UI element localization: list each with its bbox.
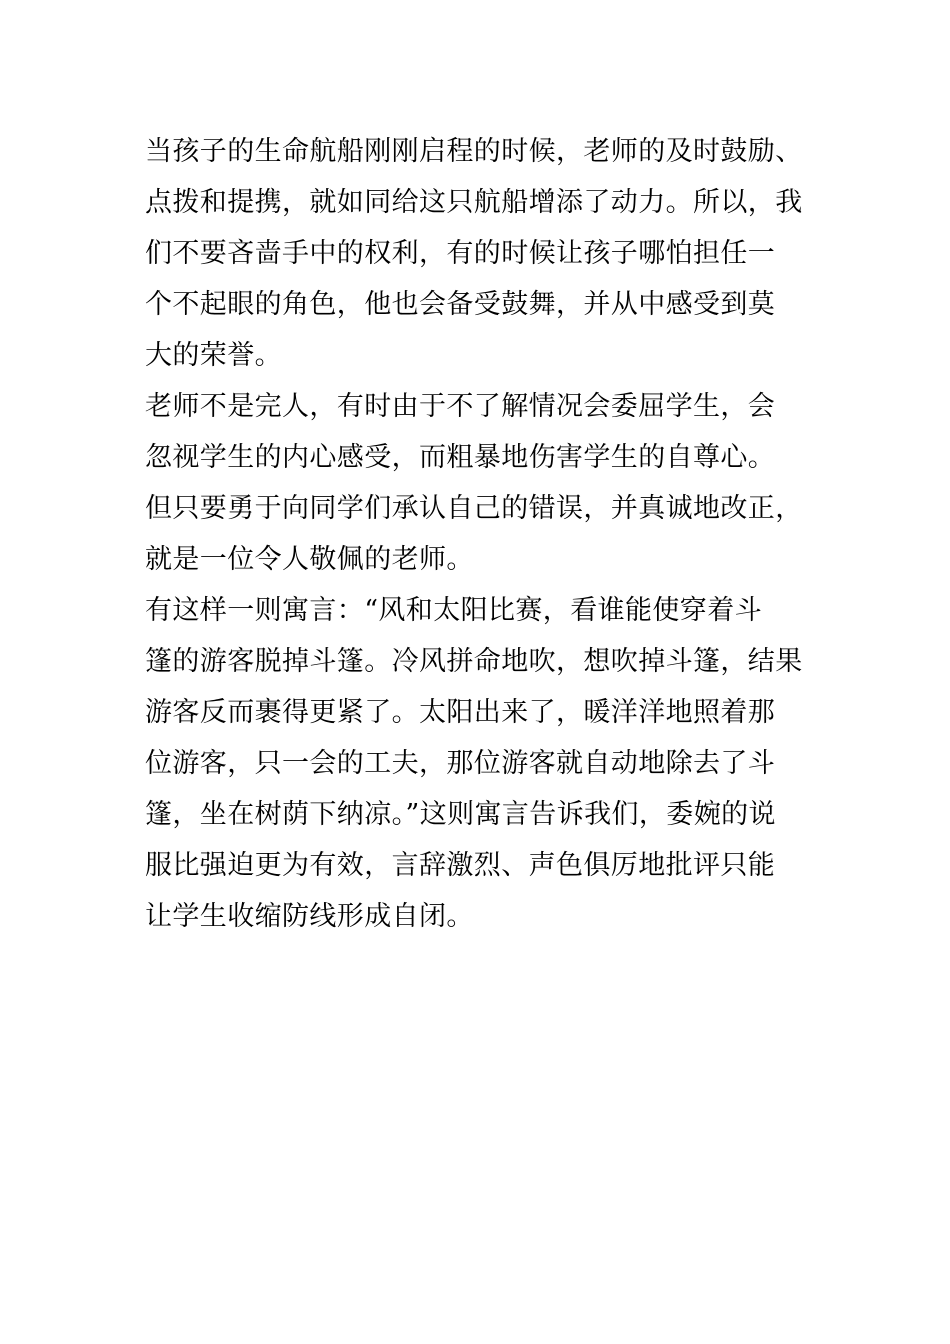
paragraph-2 — [145, 381, 835, 585]
paragraph-line: 篷，坐在树荫下纳凉。”这则寓言告诉我们，委婉的说 — [145, 799, 776, 830]
paragraph-3 — [145, 585, 835, 942]
paragraph-line: 老师不是完人，有时由于不了解情况会委屈学生，会 — [145, 391, 776, 422]
paragraph-line: 大的荣誉。 — [145, 340, 282, 371]
paragraph-line: 就是一位令人敬佩的老师。 — [145, 544, 474, 575]
paragraph-line: 个不起眼的角色，他也会备受鼓舞，并从中感受到莫 — [145, 289, 776, 320]
paragraph-line: 让学生收缩防线形成自闭。 — [145, 901, 474, 932]
paragraph-line: 当孩子的生命航船刚刚启程的时候，老师的及时鼓励、 — [145, 136, 803, 167]
paragraph-line: 们不要吝啬手中的权利，有的时候让孩子哪怕担任一 — [145, 238, 776, 269]
paragraph-line: 但只要勇于向同学们承认自己的错误，并真诚地改正， — [145, 493, 803, 524]
paragraph-line: 篷的游客脱掉斗篷。冷风拼命地吹，想吹掉斗篷，结果 — [145, 646, 803, 677]
paragraph-line: 游客反而裹得更紧了。太阳出来了，暖洋洋地照着那 — [145, 697, 776, 728]
document-body — [145, 126, 835, 942]
paragraph-line: 位游客，只一会的工夫，那位游客就自动地除去了斗 — [145, 748, 776, 779]
paragraph-line: 忽视学生的内心感受，而粗暴地伤害学生的自尊心。 — [145, 442, 776, 473]
paragraph-line: 点拨和提携，就如同给这只航船增添了动力。所以，我 — [145, 187, 803, 218]
paragraph-1 — [145, 126, 835, 381]
paragraph-line: 服比强迫更为有效，言辞激烈、声色俱厉地批评只能 — [145, 850, 776, 881]
paragraph-line: 有这样一则寓言：“风和太阳比赛，看谁能使穿着斗 — [145, 595, 763, 626]
